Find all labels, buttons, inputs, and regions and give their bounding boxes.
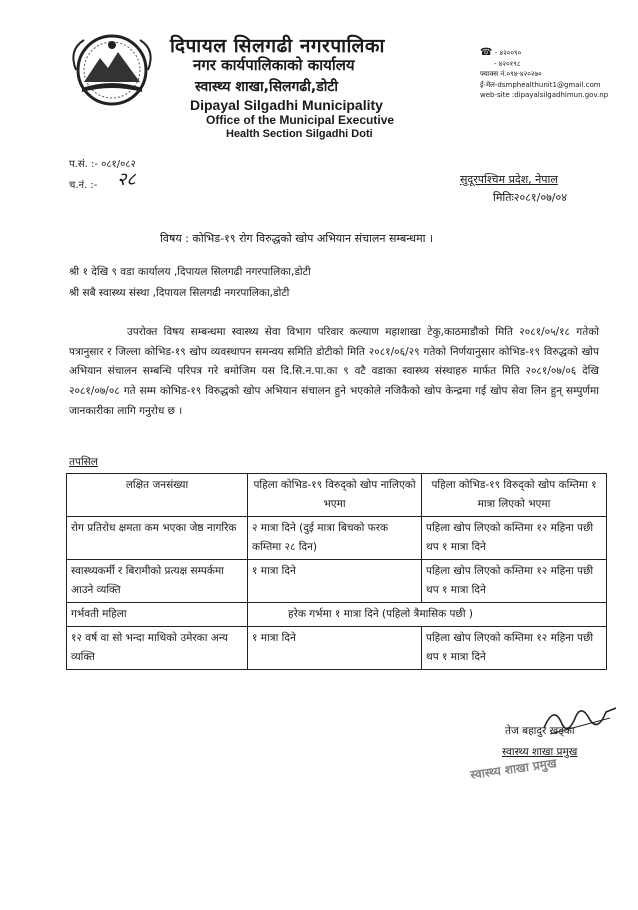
section-title-en: Health Section Silgadhi Doti (226, 128, 373, 140)
details-heading: तपसिल (69, 456, 98, 468)
phone-1: - ४२००९० (494, 49, 522, 57)
table-cell: २ मात्रा दिने (दुई मात्रा बिचको फरक कम्तिमा २८ दिन) (248, 517, 422, 560)
fax: फ्याक्स नं.०९४-४२०२७० (480, 70, 542, 78)
table-row (67, 517, 607, 560)
table-cell: गर्भवती महिला (67, 603, 248, 627)
signatory-name: तेज बहादुर खड्का (505, 725, 575, 737)
table-cell: पहिला खोप लिएको कम्तिमा १२ महिना पछी थप १ मात्रा दिने (422, 627, 607, 670)
province: सुदूरपश्चिम प्रदेश, नेपाल (460, 173, 558, 186)
body-paragraph: उपरोक्त विषय सम्बन्धमा स्वास्थ्य सेवा विभाग परिवार कल्याण महाशाखा टेकु,काठमाडौको मिति २०८१/०५/१८ गतेको पत्रानुसार र जिल्ला कोभिड-१९ खोप व्यवस्थापन समन्वय समिति डोटीको मिति २०८१/०६/२९ गतेको निर्णयानुसार कोभिड-१९ विरुद्धको खोप अभियान संचालन सम्बन्धि परिपत्र गरे बमोजिम यस दि.सि.न.पा.का ९ वटै वडाका स्वास्थ्य संस्थाहरु मार्फत मिति २०८१/०७/०६ देखि २०८१/०७/०८ गते सम्म कोभिड-१९ विरुद्धको खोप अभियान संचालन हुने भएकोले नजिकैको खोप केन्द्रमा गई खोप सेवा लिन हुन् सम्पुर्णमा जानकारीका लागि गनुरोध छ । (69, 326, 599, 417)
table-cell: पहिला खोप लिएको कम्तिमा १२ महिना पछी थप १ मात्रा दिने (422, 560, 607, 603)
letter-body (69, 323, 599, 422)
table-cell: १ मात्रा दिने (248, 560, 422, 603)
recipient-2: श्री सबै स्वास्थ्य संस्था ,दिपायल सिलगढी नगरपालिका,डोटी (69, 287, 290, 299)
table-row (67, 560, 607, 603)
header-not-vaccinated: पहिला कोभिड-१९ विरुद्को खोप नालिएको भएमा (248, 474, 422, 517)
contact-block (480, 48, 608, 101)
recipient-1: श्री १ देखि ९ वडा कार्यालय ,दिपायल सिलगढी नगरपालिका,डोटी (69, 266, 311, 278)
municipality-title-np: दिपायल सिलगढी नगरपालिका (170, 35, 385, 57)
nepal-emblem-logo (62, 30, 162, 110)
reference-chn-value: २८ (117, 169, 136, 190)
table-row (67, 603, 607, 627)
phone-icon: ☎ (480, 47, 493, 58)
signatory-title: स्वास्थ्य शाखा प्रमुख (502, 746, 578, 758)
email: ई-मेल-dsmphealthunit1@gmail.com (480, 80, 601, 89)
office-stamp: स्वास्थ्य शाखा प्रमुख (469, 756, 558, 782)
section-title-np: स्वास्थ्य शाखा,सिलगढी,डोटी (195, 79, 339, 95)
table-header-row (67, 474, 607, 517)
table-cell: स्वास्थ्यकर्मी र बिरामीको प्रत्यक्ष सम्पर्कमा आउने व्यक्ति (67, 560, 248, 603)
table-cell: पहिला खोप लिएको कम्तिमा १२ महिना पछी थप १ मात्रा दिने (422, 517, 607, 560)
table-cell: रोग प्रतिरोध क्षमता कम भएका जेष्ठ नागरिक (67, 517, 248, 560)
table-row (67, 627, 607, 670)
header-target-population: लक्षित जनसंख्या (67, 474, 248, 517)
website: web-site :dipayalsilgadhimun.gov.np (480, 91, 609, 99)
table-cell: १२ वर्ष वा सो भन्दा माथिको उमेरका अन्य व्यक्ति (67, 627, 248, 670)
vaccination-table (66, 473, 607, 670)
reference-ps: प.सं. :- ०८१/०८२ (69, 159, 136, 170)
letter-date: मितिः२०८१/०७/०४ (493, 191, 567, 204)
subject-line: विषय : कोभिड-१९ रोग विरुद्धको खोप अभियान संचालन सम्बन्धमा । (160, 232, 434, 245)
reference-chn-label: च.नं. :- (69, 180, 98, 191)
office-title-np: नगर कार्यपालिकाको कार्यालय (193, 56, 355, 74)
table-cell: हरेक गर्भमा १ मात्रा दिने (पहिलो त्रैमासिक पछी ) (248, 603, 607, 627)
table-cell: १ मात्रा दिने (248, 627, 422, 670)
office-title-en: Office of the Municipal Executive (206, 113, 395, 127)
municipality-title-en: Dipayal Silgadhi Municipality (190, 97, 383, 113)
phone-2: - ४२०१९८ (494, 59, 521, 68)
header-vaccinated: पहिला कोभिड-१९ विरुद्को खोप कम्तिमा १ मात्रा लिएको भएमा (422, 474, 607, 517)
